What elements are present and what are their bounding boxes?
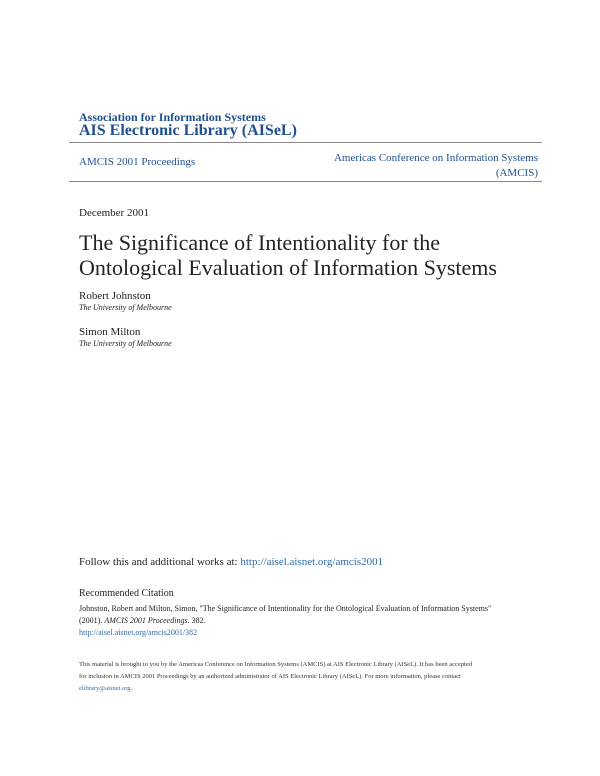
citation-number: . 382. <box>187 616 206 625</box>
author-block <box>79 290 172 312</box>
paper-title <box>79 230 497 280</box>
series-band-bottom-rule <box>69 181 542 182</box>
citation-line1: Johnston, Robert and Milton, Simon, "The Significance of Intentionality for the Ontological Evaluation of Information Systems" <box>79 604 492 613</box>
footer-notice <box>79 659 472 695</box>
follow-text: Follow this and additional works at: <box>79 556 241 568</box>
citation-year: (2001). <box>79 616 105 625</box>
footer-line3 <box>79 683 472 695</box>
series-right-line1: Americas Conference on Information Systems <box>333 152 538 164</box>
author-name: Robert Johnston <box>79 290 151 302</box>
paper-title-line1: The Significance of Intentionality for the <box>79 230 441 255</box>
series-left-link[interactable]: AMCIS 2001 Proceedings <box>79 156 196 168</box>
series-right-line2: (AMCIS) <box>495 167 538 179</box>
paper-title-line2: Ontological Evaluation of Information Systems <box>79 255 497 280</box>
citation-line2 <box>79 615 491 627</box>
footer-email-suffix: . <box>130 685 133 692</box>
footer-email-link[interactable]: elibrary@aisnet.org <box>79 685 131 692</box>
organization-name: Association for Information Systems <box>79 110 266 124</box>
author-block <box>79 326 172 348</box>
author-affiliation: The University of Melbourne <box>79 303 172 312</box>
library-name[interactable]: AIS Electronic Library (AISeL) <box>79 122 297 139</box>
series-band-top-rule <box>69 142 542 143</box>
footer-line2: for inclusion in AMCIS 2001 Proceedings by an authorized administrator of AIS Electronic Library (AISeL). For more information, please contact <box>79 673 461 680</box>
footer-line1: This material is brought to you by the Americas Conference on Information Systems (AMCIS) at AIS Electronic Library (AISeL). It has been accepted <box>79 661 472 668</box>
series-right-link[interactable] <box>334 151 538 181</box>
citation-link[interactable]: http://aisel.aisnet.org/amcis2001/382 <box>79 628 198 637</box>
follow-line <box>79 556 383 568</box>
author-name: Simon Milton <box>79 326 141 338</box>
recommended-citation <box>79 603 491 639</box>
follow-link[interactable]: http://aisel.aisnet.org/amcis2001 <box>240 556 384 568</box>
publication-date: December 2001 <box>79 207 149 219</box>
recommended-citation-heading: Recommended Citation <box>79 588 174 599</box>
author-affiliation: The University of Melbourne <box>79 339 172 348</box>
citation-proceedings: AMCIS 2001 Proceedings <box>104 616 188 625</box>
